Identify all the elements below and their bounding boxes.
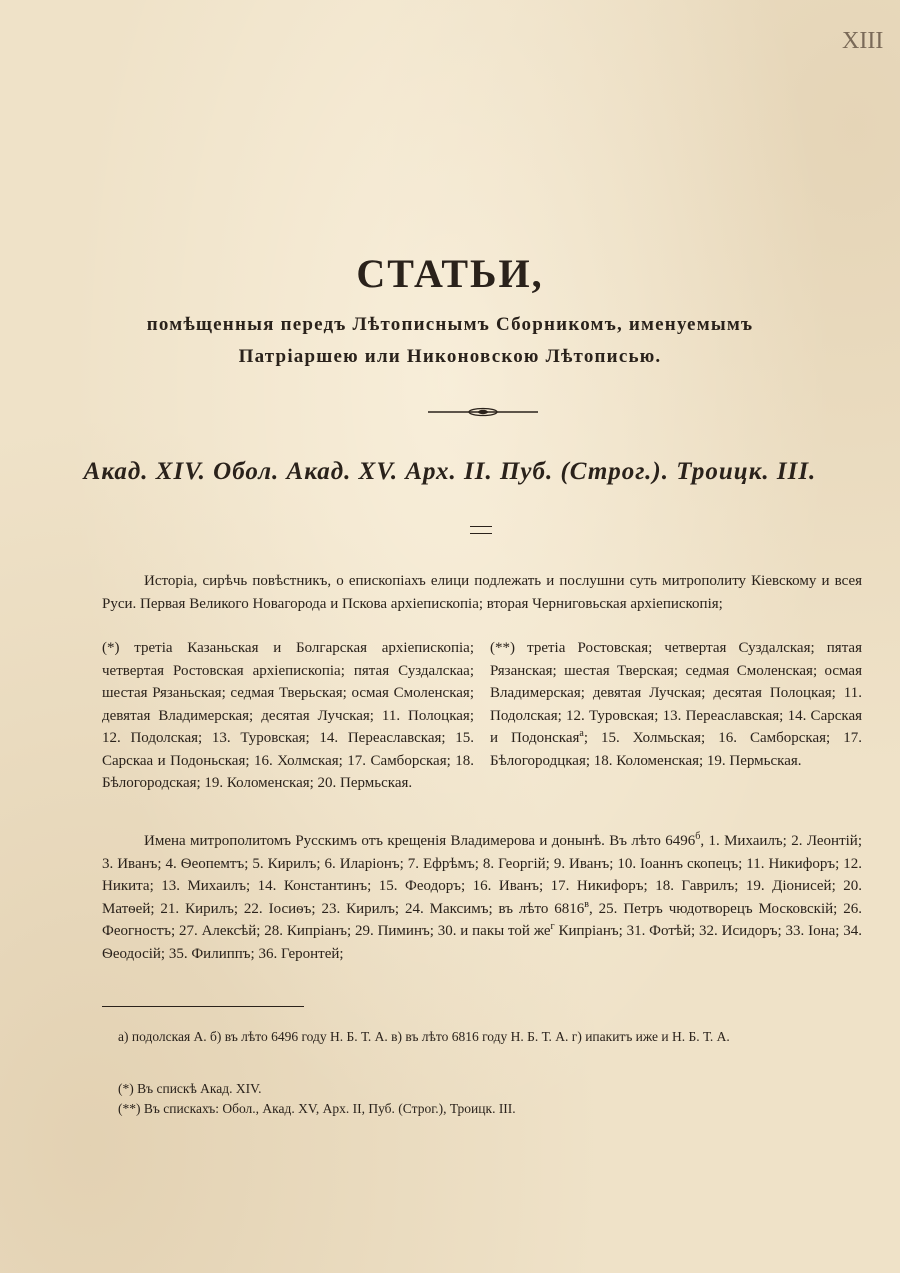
metropolitans-text-3: , 25. Петръ чюдотворецъ Московскій; 26. Феогностъ; 27. Алексѣй; 28. Кипріанъ; 29. Пиминъ; 30. и пакы той же <box>102 900 862 939</box>
folio-number: XIII <box>842 28 884 54</box>
intro-paragraph: Исторіа, сирѣчь повѣстникъ, о епископіахъ елици подлежать и послушни суть митрополиту Кіевскому и всея Руси. Первая Великого Новагорода и Пскова архіепископіа; вторая Черниговьская архіепископія; <box>102 573 862 612</box>
manuscript-sources: Акад. XIV. Обол. Акад. XV. Арх. II. Пуб. (Строг.). Троицк. III. <box>83 458 817 485</box>
footnote-double-star: (**) Въ спискахъ: Обол., Акад. XV, Арх. II, Пуб. (Строг.), Троицк. III. <box>118 1101 516 1116</box>
metropolitans-paragraph <box>102 830 862 965</box>
metropolitans-text-4: Кипріанъ; 31. Фотѣй; 32. Исидоръ; 33. Іона; 34. Ѳеодосій; 35. Филиппъ; 36. Геронтей; <box>102 923 862 962</box>
ornament-divider <box>428 405 538 419</box>
metropolitans-text-2: , 1. Михаилъ; 2. Леонтій; 3. Иванъ; 4. Ѳеопемтъ; 5. Кирилъ; 6. Иларіонъ; 7. Ефрѣмъ; 8. Георгій; 9. Иванъ; 10. Іоаннъ скопецъ; 11. Никифоръ; 12. Никита; 13. Михаилъ; 14. Константинъ; 15. Феодоръ; 16. Иванъ; 17. Никифоръ; 18. Гаврилъ; 19. Діонисей; 20. Матѳей; 21. Кирилъ; 22. Іосиѳъ; 23. Кирилъ; 24. Максимъ; въ лѣто 6816 <box>102 833 863 917</box>
footnote-marker-g: г <box>550 921 555 932</box>
footnote-variants: а) подолская А. б) въ лѣто 6496 году Н. Б. Т. А. в) въ лѣто 6816 году Н. Б. Т. А. г) ипакитъ иже и Н. Б. Т. А. <box>118 1029 730 1044</box>
double-rule <box>470 526 492 534</box>
footnote-marker-v: в <box>584 898 590 910</box>
subtitle-line-1: помѣщенныя передъ Лѣтописнымъ Сборникомъ, именуемымъ <box>146 314 754 335</box>
footnote-single-star: (*) Въ спискѣ Акад. XIV. <box>118 1081 262 1096</box>
footnote-marker-a: а <box>579 728 584 739</box>
column-right-variant <box>490 637 862 772</box>
column-right-text-a: (**) третіа Ростовская; четвертая Суздалская; пятая Рязанская; шестая Тверская; седмая Смоленская; осмая Владимерская; девятая Лучская; десятая Полоцкая; 11. Подолская; 12. Туровская; 13. Переаславская; 14. Сарская и Подонская <box>490 640 862 746</box>
column-left-variant: (*) третіа Казаньская и Болгарская архіепископіа; четвертая Ростовская архіепископіа; пятая Суздалскаа; шестая Рязаньская; седмая Тверьская; осмая Смоленская; девятая Владимерская; десятая Лучская; 11. Полоцкая; 12. Подолская; 13. Туровская; 14. Переаславская; 15. Сарскаа и Подоньская; 16. Холмская; 17. Самборская; 18. Бѣлогородская; 19. Коломенская; 20. Пермьская. <box>102 640 474 791</box>
footnote-rule <box>102 1006 304 1007</box>
subtitle-line-2: Патріаршею или Никоновскою Лѣтописью. <box>238 346 662 367</box>
footnote-marker-b: б <box>695 831 701 842</box>
column-right-text-b: ; 15. Холмьская; 16. Самборская; 17. Бѣлогородцкая; 18. Коломенская; 19. Пермьская. <box>490 730 862 769</box>
page-title: СТАТЬИ, <box>356 251 544 296</box>
metropolitans-text-1: Имена митрополитомъ Русскимъ отъ крещенія Владимерова и донынѣ. Въ лѣто 6496 <box>144 833 696 849</box>
